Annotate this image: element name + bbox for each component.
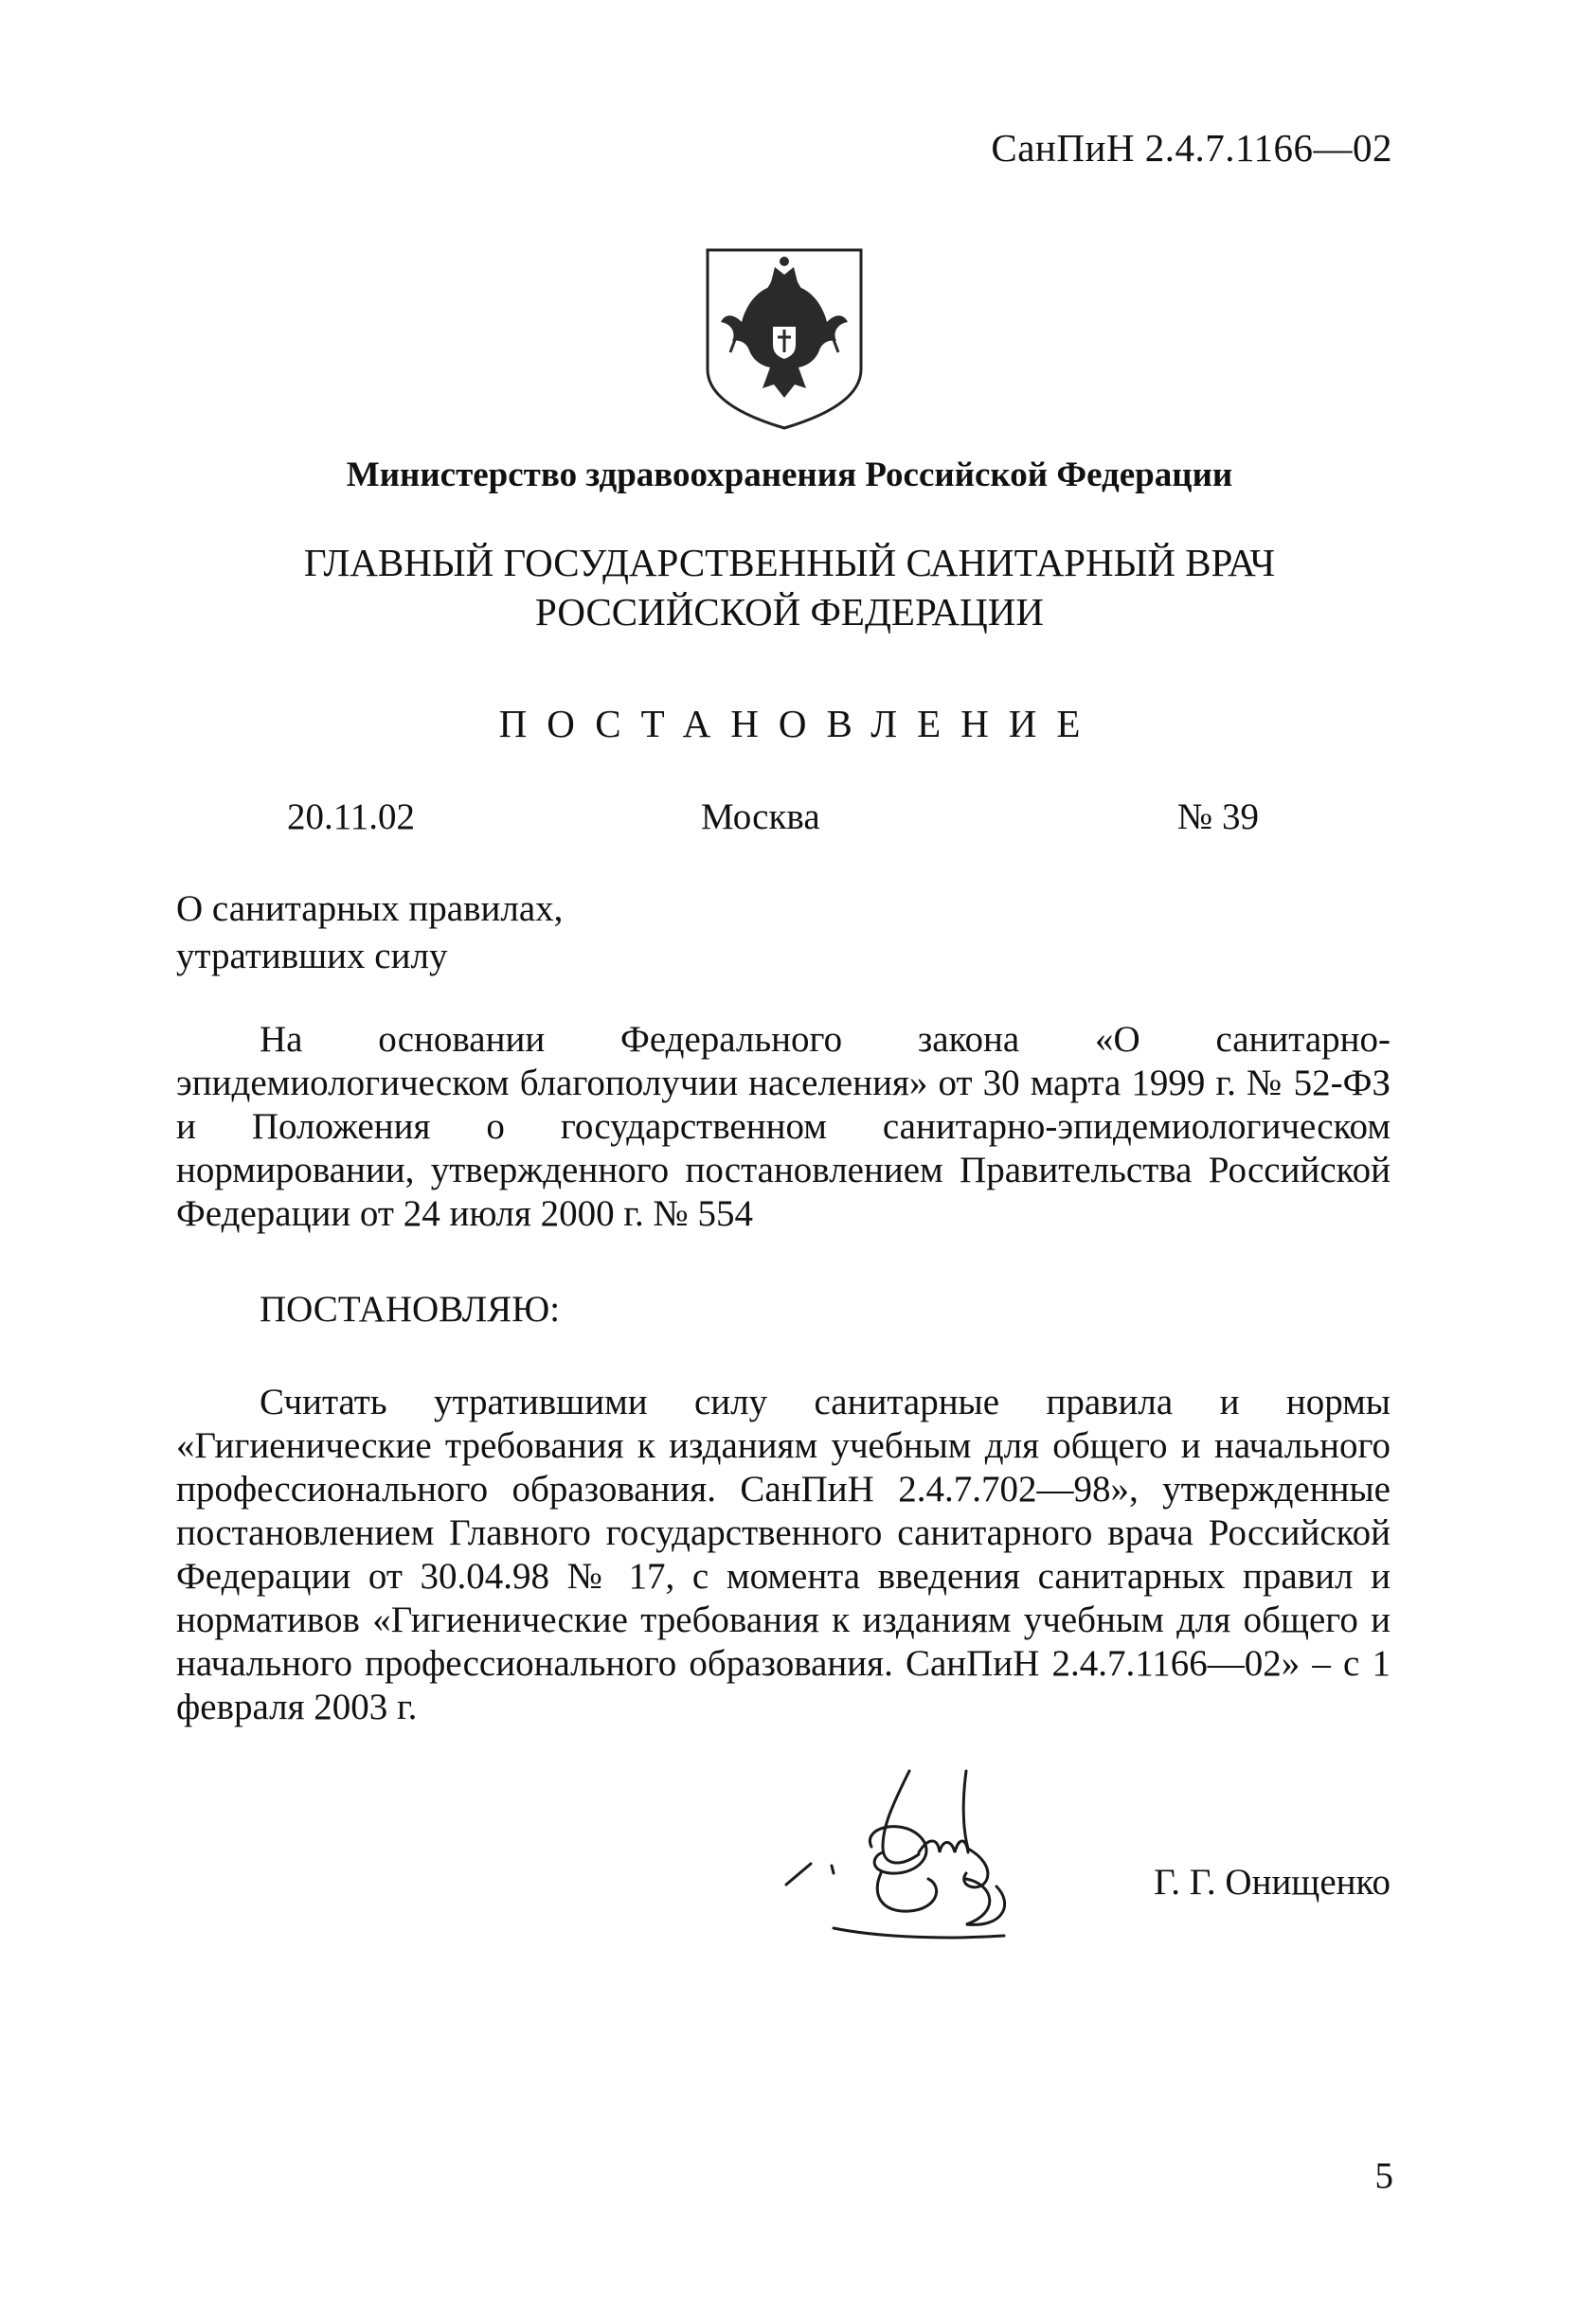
- decree-date: 20.11.02: [287, 796, 416, 837]
- decree-subject: [176, 885, 563, 980]
- handwritten-signature: [777, 1761, 1051, 1951]
- resolve-heading: ПОСТАНОВЛЯЮ:: [260, 1289, 561, 1330]
- chief-title-line-1: ГЛАВНЫЙ ГОСУДАРСТВЕННЫЙ САНИТАРНЫЙ ВРАЧ: [303, 541, 1276, 584]
- basis-paragraph: [176, 1018, 1391, 1236]
- order-paragraph-text: Считать утратившими силу санитарные правила и нормы «Гигиенические требования к изданиям учебным для общего и начального профессионального образования. СанПиН 2.4.7.702—98», утвержденные постановлением Главного государственного санитарного врача Российской Федерации от 30.04.98 № 17, с момента введения санитарных правил и нормативов «Гигиенические требования к изданиям учебным для общего и начального профессионального образования. СанПиН 2.4.7.1166—02» – с 1 февраля 2003 г.: [176, 1382, 1391, 1727]
- decree-number: № 39: [1177, 796, 1259, 837]
- decree-city: Москва: [701, 796, 820, 837]
- decree-title: ПОСТАНОВЛЕНИЕ: [498, 702, 1101, 745]
- order-paragraph: [176, 1381, 1391, 1729]
- signer-name: Г. Г. Онищенко: [1154, 1862, 1391, 1903]
- ministry-name: Министерство здравоохранения Российской Федерации: [346, 456, 1233, 494]
- chief-sanitary-doctor-title: [0, 538, 1579, 636]
- page-number: 5: [1374, 2155, 1393, 2196]
- subject-line-1: О санитарных правилах,: [176, 888, 564, 929]
- chief-title-line-2: РОССИЙСКОЙ ФЕДЕРАЦИИ: [535, 590, 1044, 634]
- basis-paragraph-text: На основании Федерального закона «О санитарно-эпидемиологическом благополучии населения» от 30 марта 1999 г. № 52-ФЗ и Положения о государственном санитарно-эпидемиологическом нормировании, утвержденного постановлением Правительства Российской Федерации от 24 июля 2000 г. № 554: [176, 1019, 1391, 1234]
- document-code: СанПиН 2.4.7.1166—02: [991, 126, 1392, 170]
- coat-of-arms-icon: [704, 246, 865, 431]
- subject-line-2: утративших силу: [176, 936, 448, 976]
